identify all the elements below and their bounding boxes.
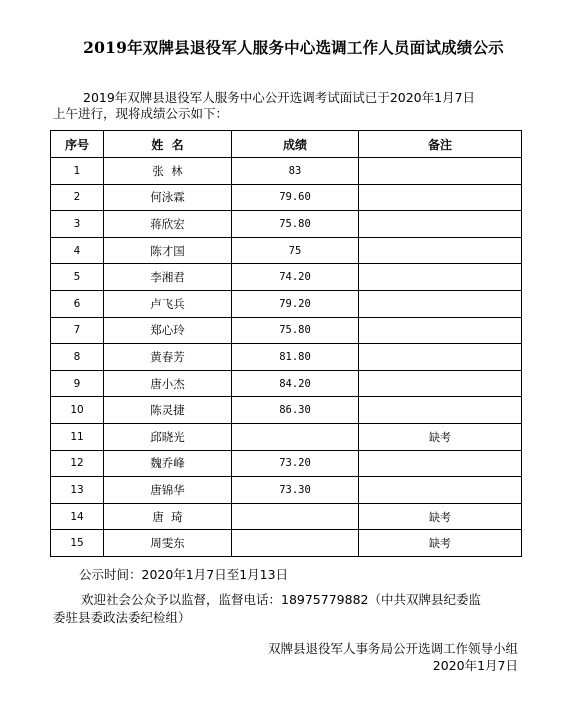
score-table [50, 130, 522, 557]
row-name: 卢飞兵 [104, 290, 232, 317]
row-index: 1 [51, 158, 104, 185]
row-note [359, 211, 522, 238]
row-score: 75.80 [232, 211, 359, 238]
table-row [51, 503, 522, 530]
row-note [359, 317, 522, 344]
row-name: 唐小杰 [104, 370, 232, 397]
row-index: 6 [51, 290, 104, 317]
notice-line-2: 委驻县委政法委纪检组） [53, 610, 191, 625]
table-row [51, 290, 522, 317]
intro-paragraph [53, 90, 523, 122]
row-note [359, 397, 522, 424]
row-name: 黄春芳 [104, 344, 232, 371]
signature-org: 双牌县退役军人事务局公开选调工作领导小组 [267, 641, 518, 656]
row-name: 蒋欣宏 [104, 211, 232, 238]
header-score: 成绩 [232, 131, 359, 158]
supervision-notice [53, 591, 533, 627]
row-name: 张 林 [104, 158, 232, 185]
row-score: 79.20 [232, 290, 359, 317]
row-index: 3 [51, 211, 104, 238]
header-name: 姓 名 [104, 131, 232, 158]
notice-line-1: 欢迎社会公众予以监督，监督电话：18975779882（中共双牌县纪委监 [81, 592, 481, 607]
table-row [51, 530, 522, 557]
row-index: 10 [51, 397, 104, 424]
row-index: 8 [51, 344, 104, 371]
row-score: 74.20 [232, 264, 359, 291]
table-row [51, 237, 522, 264]
page-title: 2019年双牌县退役军人服务中心选调工作人员面试成绩公示 [83, 38, 504, 57]
table-row [51, 211, 522, 238]
row-note [359, 184, 522, 211]
row-score [232, 503, 359, 530]
row-score: 86.30 [232, 397, 359, 424]
row-note [359, 370, 522, 397]
row-index: 15 [51, 530, 104, 557]
table-row [51, 344, 522, 371]
intro-line-2: 上午进行，现将成绩公示如下： [53, 106, 229, 121]
table-body [51, 158, 522, 557]
row-index: 11 [51, 423, 104, 450]
row-index: 7 [51, 317, 104, 344]
publish-time: 公示时间：2020年1月7日至1月13日 [79, 567, 289, 582]
row-score [232, 423, 359, 450]
row-name: 何泳霖 [104, 184, 232, 211]
row-note [359, 344, 522, 371]
row-index: 5 [51, 264, 104, 291]
row-score: 81.80 [232, 344, 359, 371]
row-name: 郑心玲 [104, 317, 232, 344]
row-name: 邱晓光 [104, 423, 232, 450]
row-index: 14 [51, 503, 104, 530]
row-score: 73.30 [232, 477, 359, 504]
table-row [51, 317, 522, 344]
row-score: 83 [232, 158, 359, 185]
row-score: 79.60 [232, 184, 359, 211]
table-header-row [51, 131, 522, 158]
row-note: 缺考 [359, 423, 522, 450]
table-row [51, 158, 522, 185]
table-row [51, 264, 522, 291]
signature-date: 2020年1月7日 [432, 658, 518, 673]
signature-block [268, 640, 518, 674]
row-index: 9 [51, 370, 104, 397]
row-score [232, 530, 359, 557]
table-row [51, 370, 522, 397]
row-name: 陈灵捷 [104, 397, 232, 424]
row-note [359, 264, 522, 291]
row-index: 12 [51, 450, 104, 477]
row-note [359, 450, 522, 477]
row-index: 13 [51, 477, 104, 504]
row-index: 2 [51, 184, 104, 211]
table-row [51, 184, 522, 211]
row-name: 周雯东 [104, 530, 232, 557]
row-score: 75.80 [232, 317, 359, 344]
table-row [51, 477, 522, 504]
table-row [51, 450, 522, 477]
header-index: 序号 [51, 131, 104, 158]
row-note [359, 290, 522, 317]
row-index: 4 [51, 237, 104, 264]
row-note: 缺考 [359, 530, 522, 557]
row-note [359, 158, 522, 185]
table-row [51, 423, 522, 450]
table-row [51, 397, 522, 424]
row-name: 李湘君 [104, 264, 232, 291]
row-name: 魏乔峰 [104, 450, 232, 477]
row-name: 唐 琦 [104, 503, 232, 530]
row-name: 唐锦华 [104, 477, 232, 504]
row-note [359, 477, 522, 504]
row-score: 75 [232, 237, 359, 264]
header-note: 备注 [359, 131, 522, 158]
row-score: 84.20 [232, 370, 359, 397]
row-note: 缺考 [359, 503, 522, 530]
row-note [359, 237, 522, 264]
intro-line-1: 2019年双牌县退役军人服务中心公开选调考试面试已于2020年1月7日 [83, 90, 476, 105]
row-name: 陈才国 [104, 237, 232, 264]
row-score: 73.20 [232, 450, 359, 477]
